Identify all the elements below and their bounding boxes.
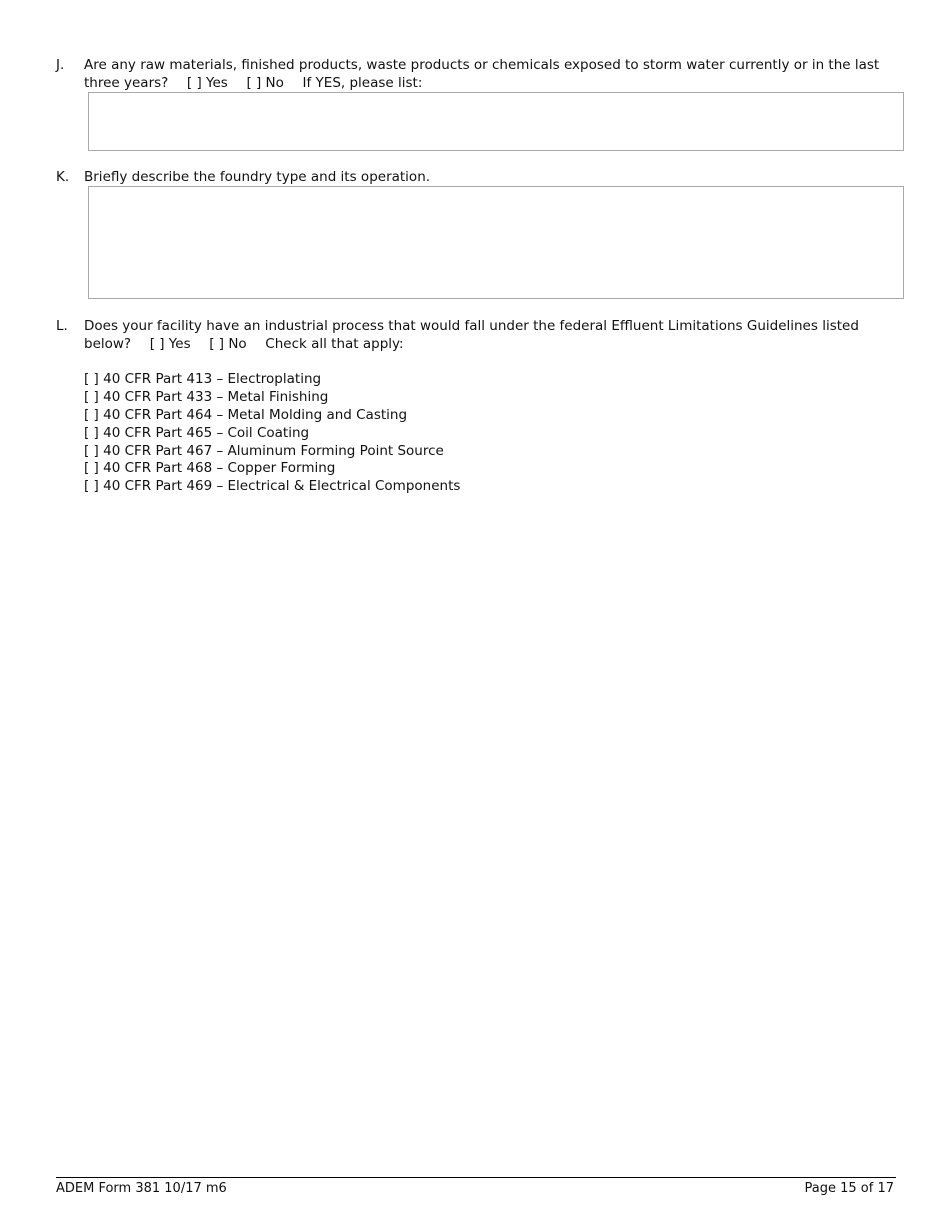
cfr-option-468[interactable]: [ ] 40 CFR Part 468 – Copper Forming [84, 460, 336, 477]
footer-divider [56, 1177, 896, 1178]
question-l-line2-prefix: below? [84, 336, 132, 352]
question-l-text [84, 317, 894, 353]
question-l-suffix: Check all that apply: [265, 336, 404, 352]
footer-page-number: Page 15 of 17 [804, 1181, 894, 1196]
cfr-option-469[interactable]: [ ] 40 CFR Part 469 – Electrical & Electrical Components [84, 478, 461, 495]
question-j-letter: J. [56, 57, 65, 73]
question-j-yes-checkbox[interactable]: [ ] Yes [186, 75, 228, 91]
question-j-no-checkbox[interactable]: [ ] No [246, 75, 284, 91]
question-k-answer-field[interactable] [88, 186, 904, 299]
cfr-option-464[interactable]: [ ] 40 CFR Part 464 – Metal Molding and Casting [84, 406, 408, 423]
question-l-line1: Does your facility have an industrial process that would fall under the federal Effluent Limitations Guidelines listed [84, 318, 859, 334]
question-l [56, 317, 894, 353]
cfr-option-413[interactable]: [ ] 40 CFR Part 413 – Electroplating [84, 371, 322, 387]
question-k-text: Briefly describe the foundry type and its operation. [84, 169, 431, 185]
question-l-no-checkbox[interactable]: [ ] No [209, 336, 247, 352]
cfr-option-465[interactable]: [ ] 40 CFR Part 465 – Coil Coating [84, 424, 310, 441]
question-j-suffix: If YES, please list: [302, 75, 423, 91]
question-j-line2-prefix: three years? [84, 75, 169, 91]
question-k [56, 168, 894, 186]
question-l-yes-checkbox[interactable]: [ ] Yes [149, 336, 191, 352]
question-j [56, 56, 894, 92]
question-j-text [84, 56, 894, 92]
question-k-letter: K. [56, 169, 70, 185]
question-l-letter: L. [56, 318, 68, 334]
cfr-option-467[interactable]: [ ] 40 CFR Part 467 – Aluminum Forming Point Source [84, 442, 444, 459]
cfr-option-433[interactable]: [ ] 40 CFR Part 433 – Metal Finishing [84, 388, 329, 405]
question-l-options [84, 370, 460, 495]
question-j-line1: Are any raw materials, finished products, waste products or chemicals exposed to storm water currently or in the last [84, 57, 880, 73]
question-j-answer-field[interactable] [88, 92, 904, 151]
footer-form-id: ADEM Form 381 10/17 m6 [56, 1181, 227, 1196]
